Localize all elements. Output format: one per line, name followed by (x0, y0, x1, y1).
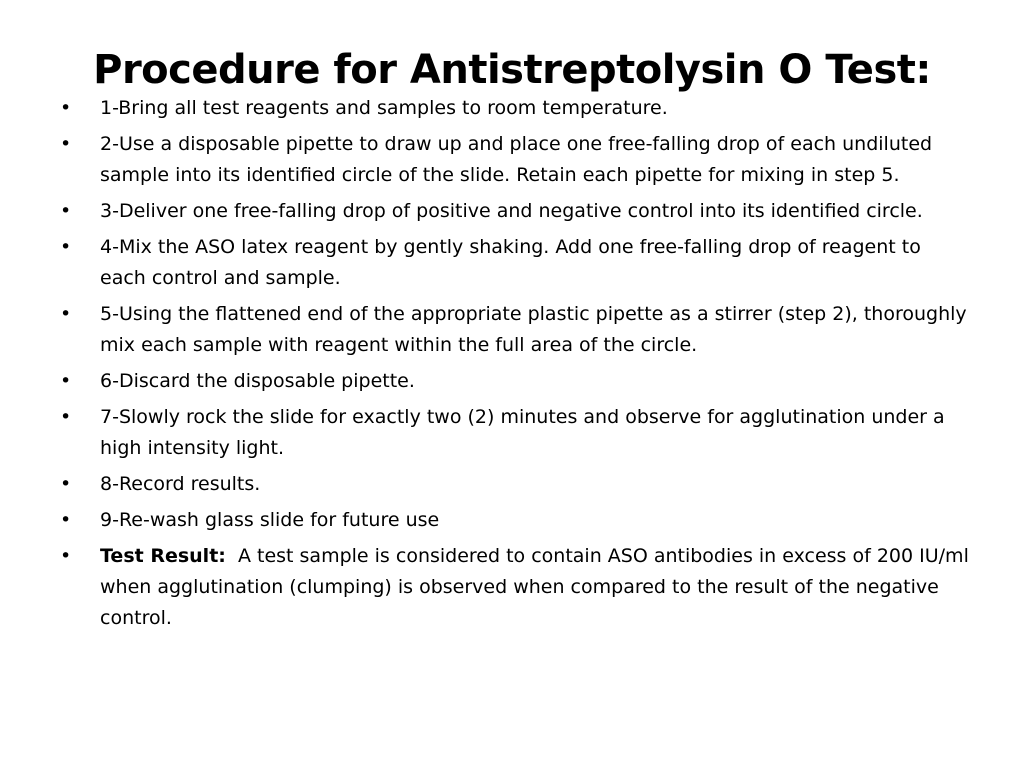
test-result-description: A test sample is considered to contain ASO antibodies in excess of 200 IU/ml when agglutination (clumping) is observed when compared to the result of the negative control. (100, 545, 969, 629)
bullet-icon: • (60, 133, 72, 155)
step-text: 9-Re-wash glass slide for future use (100, 509, 440, 531)
bullet-icon: • (60, 406, 72, 428)
step-text: 4-Mix the ASO latex reagent by gently shaking. Add one free-falling drop of reagent to each control and sample. (100, 236, 921, 289)
procedure-steps-list (58, 93, 970, 639)
bullet-icon: • (60, 236, 72, 258)
bullet-icon: • (60, 473, 72, 495)
step-text: 2-Use a disposable pipette to draw up and place one free-falling drop of each undiluted sample into its identified circle of the slide. Retain each pipette for mixing in step 5. (100, 133, 933, 186)
list-item-step-7 (58, 402, 970, 464)
step-text: 5-Using the flattened end of the appropriate plastic pipette as a stirrer (step 2), thoroughly mix each sample with reagent within the full area of the circle. (100, 303, 967, 356)
bullet-icon: • (60, 97, 72, 119)
bullet-icon: • (60, 509, 72, 531)
bullet-icon: • (60, 370, 72, 392)
list-item-step-3 (58, 196, 970, 227)
slide-title: Procedure for Antistreptolysin O Test: (93, 47, 931, 93)
list-item-step-9 (58, 505, 970, 536)
test-result-text (100, 541, 970, 634)
list-item-step-4 (58, 232, 970, 294)
bullet-icon: • (60, 545, 72, 567)
step-text: 8-Record results. (100, 473, 261, 495)
bullet-icon: • (60, 303, 72, 325)
list-item-step-1 (58, 93, 970, 124)
test-result-label: Test Result: (100, 545, 226, 567)
step-text: 1-Bring all test reagents and samples to room temperature. (100, 97, 668, 119)
list-item-step-6 (58, 366, 970, 397)
step-text: 7-Slowly rock the slide for exactly two (2) minutes and observe for agglutination under a high intensity light. (100, 406, 945, 459)
list-item-step-5 (58, 299, 970, 361)
step-text: 3-Deliver one free-falling drop of positive and negative control into its identified circle. (100, 200, 923, 222)
list-item-step-2 (58, 129, 970, 191)
list-item-step-8 (58, 469, 970, 500)
bullet-icon: • (60, 200, 72, 222)
step-text: 6-Discard the disposable pipette. (100, 370, 415, 392)
list-item-test-result (58, 541, 970, 634)
